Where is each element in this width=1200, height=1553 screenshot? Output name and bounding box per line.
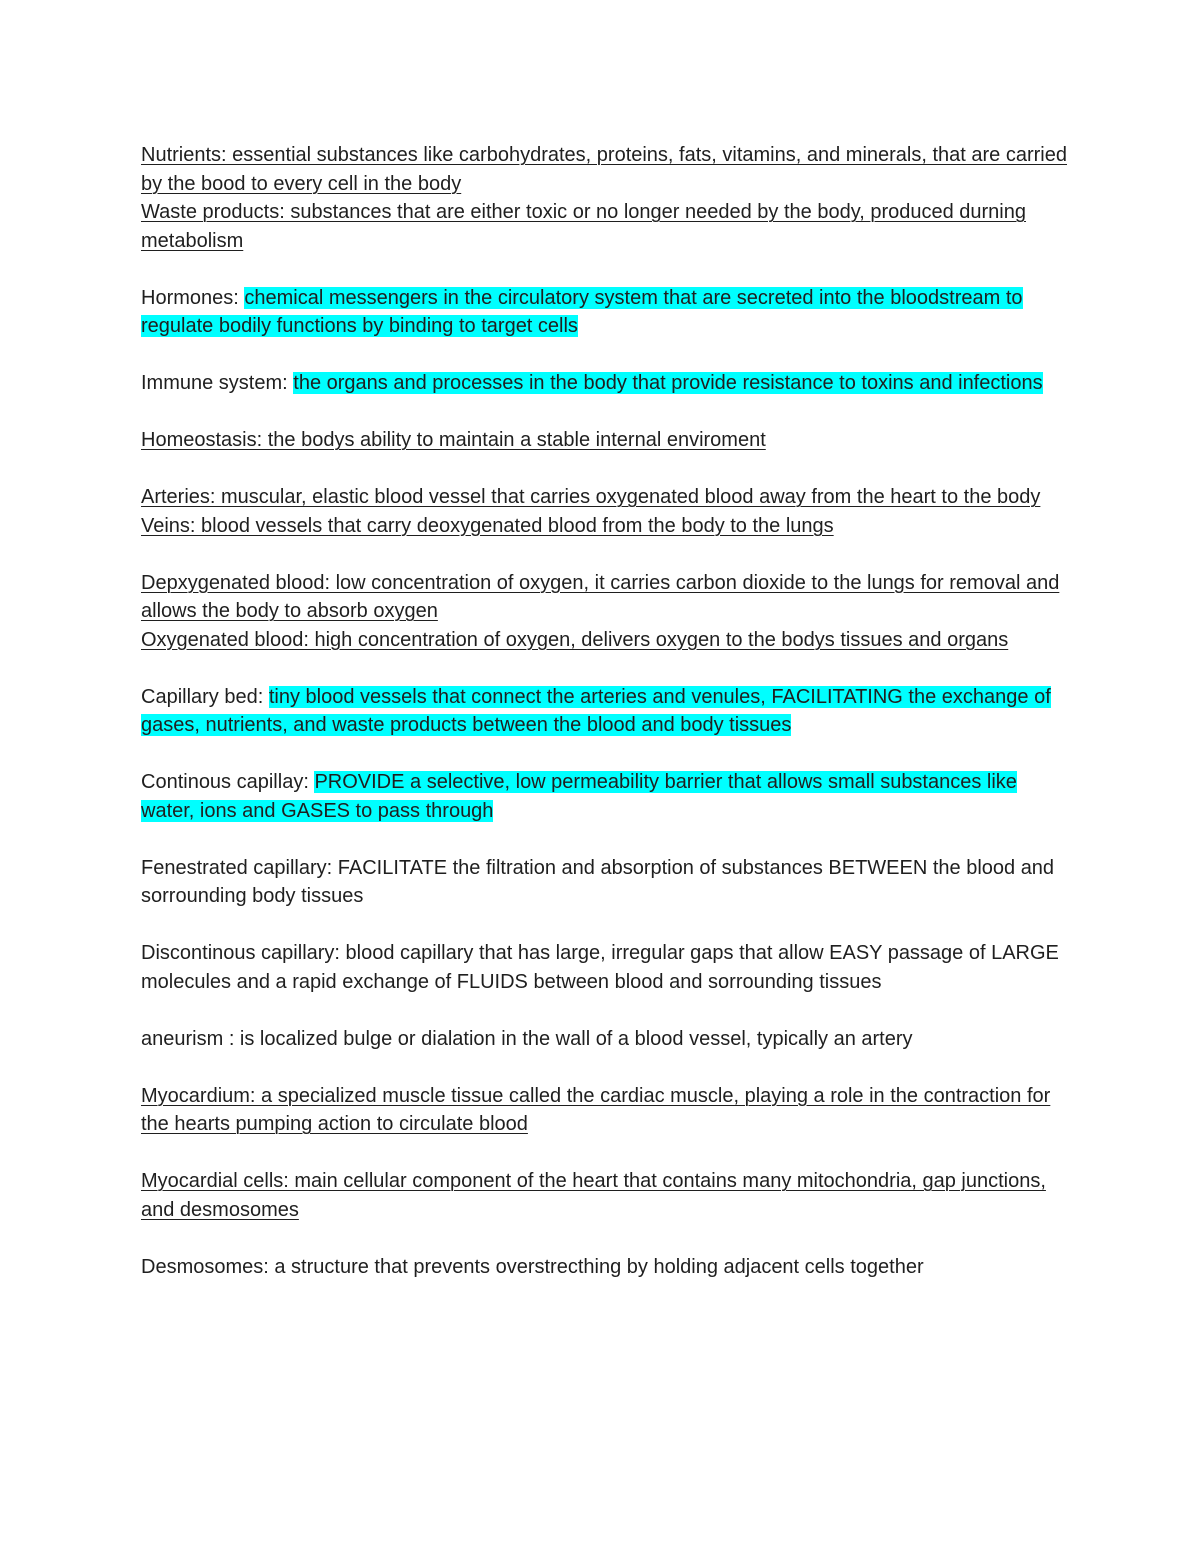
- definition-paragraph-underlined: [141, 483, 1071, 512]
- paragraph-spacer: [141, 540, 1071, 569]
- definition-text: Fenestrated capillary: FACILITATE the filtration and absorption of substances BETWEEN the blood and sorrounding body tissues: [141, 856, 1055, 907]
- paragraph-spacer: [141, 455, 1071, 484]
- definition-paragraph-underlined: [141, 1167, 1071, 1224]
- highlighted-definition: tiny blood vessels that connect the arteries and venules, FACILITATING the exchange of gases, nutrients, and waste products between the blood and body tissues: [141, 685, 1051, 736]
- definition-paragraph-underlined: [141, 1082, 1071, 1139]
- definition-text: aneurism : is localized bulge or dialation in the wall of a blood vessel, typically an artery: [141, 1027, 913, 1050]
- definition-text: Nutrients: essential substances like carbohydrates, proteins, fats, vitamins, and minerals, that are carried by the bood to every cell in the body: [141, 144, 1067, 195]
- highlighted-definition: chemical messengers in the circulatory system that are secreted into the bloodstream to regulate bodily functions by binding to target cells: [141, 286, 1023, 337]
- definition-paragraph-highlighted: [141, 284, 1071, 341]
- definition-term: Immune system:: [141, 372, 294, 394]
- paragraph-spacer: [141, 341, 1071, 370]
- paragraph-spacer: [141, 255, 1071, 284]
- paragraph-spacer: [141, 911, 1071, 940]
- definition-text: Waste products: substances that are either toxic or no longer needed by the body, produced durning metabolism: [141, 201, 1026, 252]
- definition-paragraph: [141, 939, 1071, 996]
- definition-paragraph-highlighted: [141, 683, 1071, 740]
- definition-paragraph: [141, 854, 1071, 911]
- definition-text: Desmosomes: a structure that prevents overstrecthing by holding adjacent cells together: [141, 1255, 924, 1278]
- highlighted-definition: PROVIDE a selective, low permeability barrier that allows small substances like water, ions and GASES to pass through: [141, 771, 1017, 822]
- definition-text: Myocardial cells: main cellular component of the heart that contains many mitochondria, gap junctions, and desmosomes: [141, 1170, 1046, 1221]
- definition-text: Arteries: muscular, elastic blood vessel that carries oxygenated blood away from the heart to the body: [141, 486, 1041, 508]
- paragraph-spacer: [141, 996, 1071, 1025]
- definition-paragraph-highlighted: [141, 768, 1071, 825]
- definition-paragraph-underlined: [141, 626, 1071, 655]
- definition-term: Continous capillay:: [141, 771, 315, 793]
- definition-paragraph-underlined: [141, 569, 1071, 626]
- definition-text: Myocardium: a specialized muscle tissue called the cardiac muscle, playing a role in the contraction for the hearts pumping action to circulate blood: [141, 1084, 1051, 1135]
- definition-text: Discontinous capillary: blood capillary that has large, irregular gaps that allow EASY passage of LARGE molecules and a rapid exchange of FLUIDS between blood and sorrounding tissues: [141, 942, 1059, 993]
- definition-text: Veins: blood vessels that carry deoxygenated blood from the body to the lungs: [141, 514, 834, 537]
- definition-text: Homeostasis: the bodys ability to maintain a stable internal enviroment: [141, 429, 766, 451]
- definition-paragraph-highlighted: [141, 369, 1071, 398]
- paragraph-spacer: [141, 825, 1071, 854]
- paragraph-spacer: [141, 740, 1071, 769]
- paragraph-spacer: [141, 1139, 1071, 1168]
- paragraph-spacer: [141, 1053, 1071, 1082]
- definition-term: Capillary bed:: [141, 685, 269, 708]
- definition-paragraph-underlined: [141, 512, 1071, 541]
- paragraph-spacer: [141, 1224, 1071, 1253]
- definition-paragraph: [141, 1253, 1071, 1282]
- definition-paragraph-underlined: [141, 198, 1071, 255]
- definition-paragraph-underlined: [141, 141, 1071, 198]
- definition-term: Hormones:: [141, 286, 245, 309]
- highlighted-definition: the organs and processes in the body that provide resistance to toxins and infections: [293, 372, 1043, 394]
- paragraph-spacer: [141, 654, 1071, 683]
- document-page: [141, 141, 1071, 1281]
- definition-paragraph-underlined: [141, 426, 1071, 455]
- paragraph-spacer: [141, 398, 1071, 427]
- definition-paragraph: [141, 1025, 1071, 1054]
- definition-text: Depxygenated blood: low concentration of oxygen, it carries carbon dioxide to the lungs for removal and allows the body to absorb oxygen: [141, 571, 1060, 622]
- definition-text: Oxygenated blood: high concentration of oxygen, delivers oxygen to the bodys tissues and organs: [141, 628, 1009, 651]
